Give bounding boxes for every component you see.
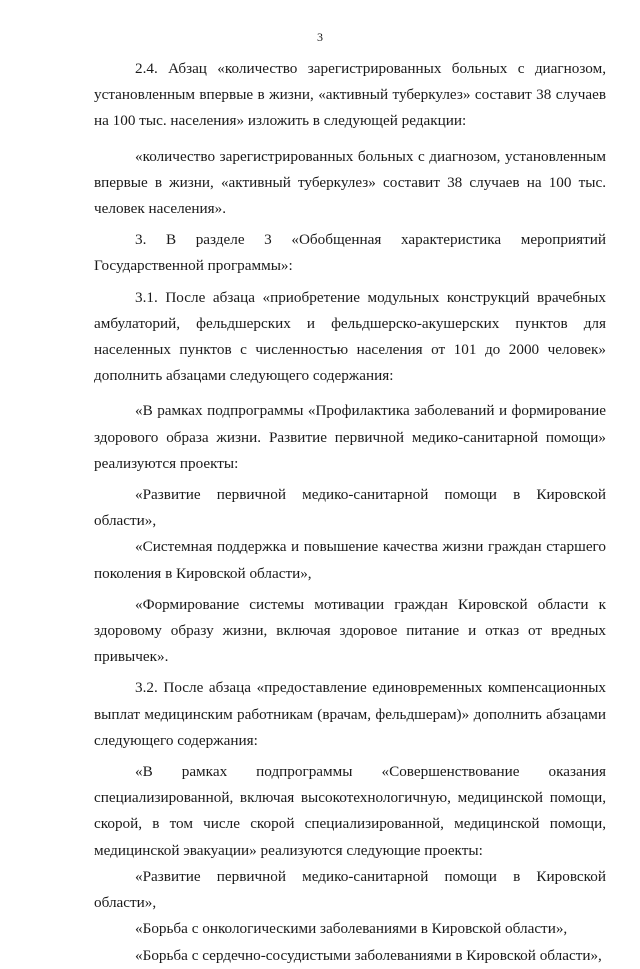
paragraph-3-2-project-2: «Борьба с онкологическими заболеваниями в Кировской области», <box>135 920 568 938</box>
paragraph-2-4: 2.4. Абзац «количество зарегистрированных больных с диагнозом, установленным впервые в жизни, «активный туберкулез» составит 38 случаев на 100 тыс. населения» изложить в следующей редакции: <box>94 60 606 130</box>
paragraph-2-4-new-text: «количество зарегистрированных больных с диагнозом, установленным впервые в жизни, «активный туберкулез» составит 38 случаев на 100 тыс. человек населения». <box>94 147 606 218</box>
paragraph-3-1-subprogram: «В рамках подпрограммы «Профилактика заболеваний и формирование здорового образа жизни. Развитие первичной медико-санитарной помощи» реализуются проекты: <box>94 402 606 472</box>
paragraph-3-1-project-1: «Развитие первичной медико-санитарной помощи в Кировской области», <box>94 486 606 530</box>
paragraph-3-1-project-2: «Системная поддержка и повышение качества жизни граждан старшего поколения в Кировской области», <box>94 538 606 582</box>
paragraph-3-2-project-3: «Борьба с сердечно-сосудистыми заболеваниями в Кировской области», <box>135 946 602 964</box>
paragraph-3-2-subprogram: «В рамках подпрограммы «Совершенствование оказания специализированной, включая высокотехнологичную, медицинской помощи, скорой, в том числе скорой специализированной, медицинской помощи, медицинской эвакуации» реализуются следующие проекты: <box>94 763 606 859</box>
paragraph-3-1-project-3: «Формирование системы мотивации граждан Кировской области к здоровому образу жизни, включая здоровое питание и отказ от вредных привычек». <box>94 595 606 666</box>
paragraph-section-3: 3. В разделе 3 «Обобщенная характеристика мероприятий Государственной программы»: <box>94 231 606 275</box>
paragraph-3-2-project-1: «Развитие первичной медико-санитарной помощи в Кировской области», <box>94 867 606 912</box>
page-number: 3 <box>317 30 323 44</box>
paragraph-3-2: 3.2. После абзаца «предоставление единовременных компенсационных выплат медицинским работникам (врачам, фельдшерам)» дополнить абзацами следующего содержания: <box>94 679 606 749</box>
paragraph-3-1: 3.1. После абзаца «приобретение модульных конструкций врачебных амбулаторий, фельдшерских и фельдшерско-акушерских пунктов для населенных пунктов с численностью населения от 101 до 2000 человек» дополнить абзацами следующего содержания: <box>94 288 606 385</box>
document-body <box>94 56 606 969</box>
